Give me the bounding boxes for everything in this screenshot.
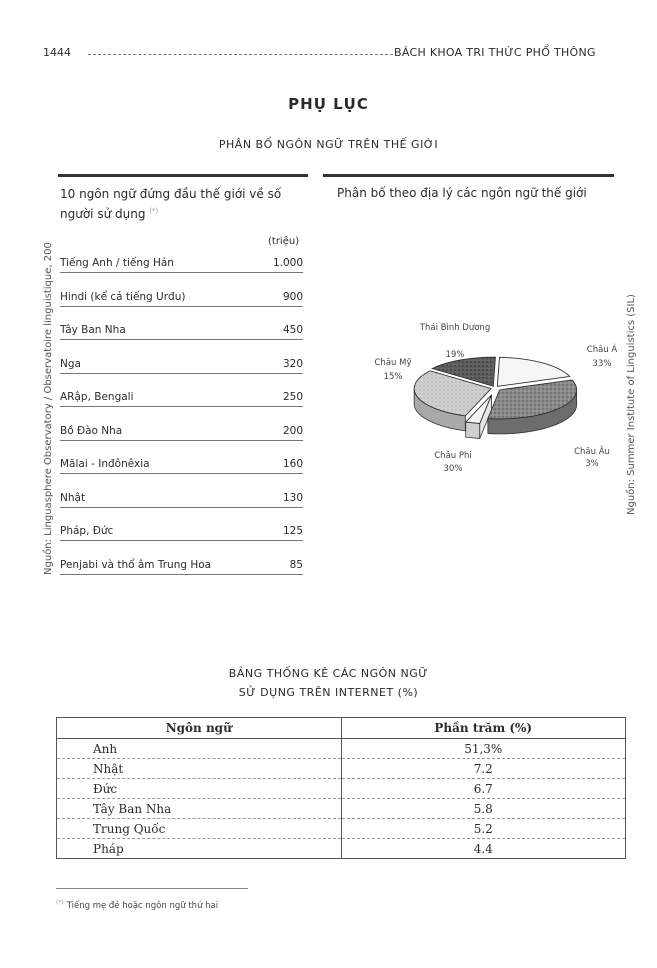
table-row (57, 799, 626, 819)
table-row (57, 819, 626, 839)
language-cell: Nhật (57, 759, 342, 779)
top-languages-heading (60, 186, 310, 223)
footnote (56, 899, 218, 911)
footnote-mark: (*) (56, 899, 64, 906)
column-header-language: Ngôn ngữ (57, 718, 342, 739)
label-pacific-pct: 19% (445, 350, 465, 360)
language-row (60, 451, 303, 474)
internet-language-table (56, 717, 626, 859)
table-row (57, 759, 626, 779)
speaker-count: 450 (282, 324, 303, 336)
percent-cell: 4.4 (341, 839, 626, 859)
speaker-count: 130 (282, 491, 303, 504)
language-row (60, 250, 303, 273)
page-number: 1444 (43, 46, 71, 59)
book-title: BÁCH KHOA TRI THỨC PHỔ THÔNG (394, 46, 596, 59)
table-row (57, 739, 626, 759)
language-name: Tiếng Anh / tiếng Hán (60, 257, 174, 269)
language-name: Bồ Đào Nha (60, 424, 123, 437)
language-cell: Pháp (57, 839, 342, 859)
section-title: PHÂN BỐ NGÔN NGỮ TRÊN THẾ GIỚI (218, 138, 439, 151)
label-america-pct: 15% (383, 372, 403, 382)
percent-cell: 7.2 (341, 759, 626, 779)
language-name: Hindi (kể cả tiếng Urđu) (60, 290, 186, 303)
left-source-note: Nguồn: Linguasphere Observatory / Observatoire linguistique, 200 (43, 242, 54, 575)
speaker-count: 85 (289, 558, 303, 571)
language-row (60, 552, 303, 575)
footnote-text: Tiếng mẹ đẻ hoặc ngôn ngữ thứ hai (66, 900, 219, 911)
percent-cell: 51,3% (341, 739, 626, 759)
table-row (57, 839, 626, 859)
label-america-name: Châu Mỹ (374, 358, 412, 368)
footnote-rule (56, 888, 248, 889)
language-row (60, 284, 303, 307)
appendix-title: PHỤ LỤC (288, 95, 369, 113)
column-header-percent: Phần trăm (%) (341, 718, 626, 739)
language-name: Nhật (60, 491, 86, 504)
language-row (60, 418, 303, 441)
language-row (60, 351, 303, 374)
language-row (60, 384, 303, 407)
language-row (60, 317, 303, 340)
speaker-count: 320 (282, 357, 303, 370)
speaker-count: 160 (282, 458, 303, 470)
percent-cell: 5.2 (341, 819, 626, 839)
internet-table-title-line2: SỬ DỤNG TRÊN INTERNET (%) (238, 686, 419, 699)
speaker-count: 1.000 (272, 257, 303, 269)
left-column-rule (58, 174, 308, 177)
language-name: Mãlai - Inđônêxia (60, 458, 150, 470)
unit-label: (triệu) (268, 236, 300, 247)
label-africa-name: Châu Phi (434, 451, 472, 461)
header-rule (88, 54, 393, 55)
right-column-rule (323, 174, 614, 177)
language-name: Nga (60, 357, 81, 370)
speaker-count: 250 (282, 391, 303, 403)
speaker-count: 200 (282, 424, 303, 437)
language-name: Pháp, Đức (60, 525, 114, 537)
geo-distribution-heading: Phân bố theo địa lý các ngôn ngữ thế giới (337, 186, 587, 200)
label-asia-name: Châu Á (586, 345, 618, 355)
geo-pie-chart (330, 300, 625, 490)
speaker-count: 125 (282, 525, 303, 537)
label-europe-pct: 3% (585, 459, 599, 469)
language-cell: Tây Ban Nha (57, 799, 342, 819)
table-header-row (57, 718, 626, 739)
language-name: Tây Ban Nha (60, 324, 126, 336)
footnote-marker: (*) (149, 207, 159, 215)
language-row (60, 518, 303, 541)
label-africa-pct: 30% (443, 464, 463, 474)
label-pacific-name: Thái Bình Dương (419, 323, 491, 333)
language-cell: Đức (57, 779, 342, 799)
right-source-note: Nguồn: Summer Institute of Linguistics (SIL) (626, 294, 637, 515)
table-row (57, 779, 626, 799)
language-name: ARập, Bengali (60, 391, 134, 403)
percent-cell: 5.8 (341, 799, 626, 819)
language-row (60, 485, 303, 508)
language-cell: Trung Quốc (57, 819, 342, 839)
percent-cell: 6.7 (341, 779, 626, 799)
table-body (57, 739, 626, 859)
slice-europe-side (466, 422, 480, 438)
top-languages-heading-text: 10 ngôn ngữ đứng đầu thế giới về số người sử dụng (60, 187, 282, 221)
language-cell: Anh (57, 739, 342, 759)
internet-table-title-line1: BẢNG THỐNG KÊ CÁC NGÔN NGỮ (228, 667, 429, 680)
label-europe-name: Châu Âu (574, 447, 610, 457)
language-name: Penjabi và thổ âm Trung Hoa (60, 558, 212, 571)
speaker-count: 900 (282, 290, 303, 303)
label-asia-pct: 33% (592, 359, 612, 369)
